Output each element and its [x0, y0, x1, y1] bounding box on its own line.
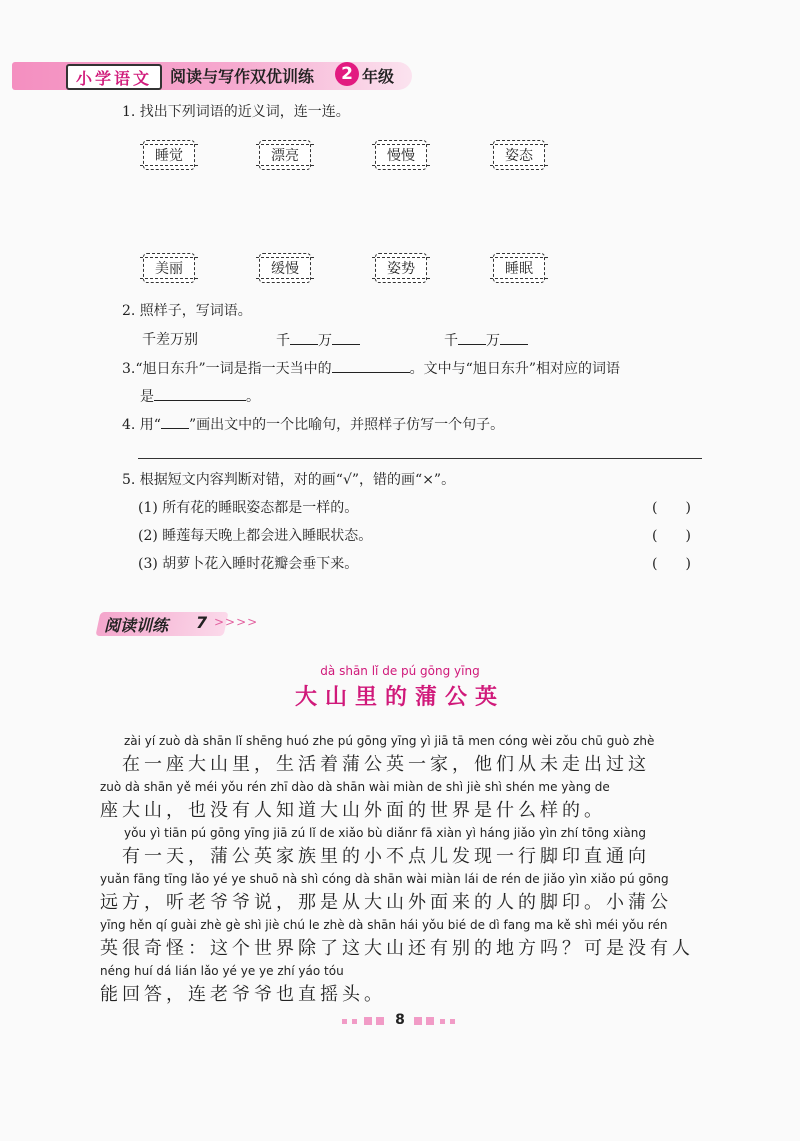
- word-box-top-3[interactable]: [375, 140, 427, 170]
- q5-prompt: 5. 根据短文内容判断对错，对的画“√”，错的画“×”。: [122, 472, 456, 488]
- word-box-bottom-2[interactable]: [259, 253, 311, 283]
- q3-text: 。: [246, 389, 260, 405]
- q4-text: 4. 用“: [122, 417, 161, 433]
- answer-paren-2[interactable]: ( ): [652, 528, 691, 544]
- word: 慢慢: [387, 148, 415, 164]
- q3-blank-2[interactable]: [154, 386, 246, 401]
- pattern-char: 千: [444, 333, 458, 349]
- story-text-line: 英很奇怪：这个世界除了这大山还有别的地方吗？可是没有人: [100, 938, 694, 959]
- page-number: 8: [395, 1012, 405, 1028]
- word-box-bottom-1[interactable]: [143, 253, 195, 283]
- q2-example: 千差万别: [142, 332, 198, 348]
- q5-item-1: (1) 所有花的睡眠姿态都是一样的。: [138, 500, 359, 516]
- grade-label: 年级: [362, 67, 395, 86]
- q2-prompt: 2. 照样子，写词语。: [122, 303, 252, 319]
- q3-text: 3.“旭日东升”一词是指一天当中的: [122, 361, 332, 377]
- story-pinyin-line: yīng hěn qí guài zhè gè shì jiè chú le zhè dà shān hái yǒu bié de dì fang ma kě shì méi yǒu rén: [100, 918, 668, 932]
- q2-fill-1[interactable]: [276, 330, 360, 351]
- word: 睡眠: [505, 261, 533, 277]
- blank[interactable]: [332, 330, 360, 345]
- word-box-top-2[interactable]: [259, 140, 311, 170]
- word: 美丽: [155, 261, 183, 277]
- answer-paren-3[interactable]: ( ): [652, 556, 691, 572]
- grade-number-badge: 2: [335, 62, 359, 86]
- pattern-char: 万: [318, 333, 332, 349]
- story-pinyin-line: néng huí dá lián lǎo yé ye ye zhí yáo tóu: [100, 964, 344, 978]
- section-arrows: >>>>: [214, 615, 259, 629]
- word-box-top-4[interactable]: [493, 140, 545, 170]
- q3-text: 是: [140, 389, 154, 405]
- series-title: 小学语文: [66, 64, 162, 90]
- story-text-line: 在一座大山里，生活着蒲公英一家，他们从未走出过这: [100, 754, 650, 775]
- story-pinyin-line: zài yí zuò dà shān lǐ shēng huó zhe pú gōng yīng yì jiā tā men cóng wèi zǒu chū guò zhè: [124, 734, 655, 748]
- story-text-line: 有一天，蒲公英家族里的小不点儿发现一行脚印直通向: [100, 846, 650, 867]
- blank[interactable]: [290, 330, 318, 345]
- q4-answer-line[interactable]: [138, 458, 702, 459]
- word: 姿势: [387, 261, 415, 277]
- section-label: 阅读训练: [104, 616, 169, 635]
- story-title-pinyin: dà shān lǐ de pú gōng yīng: [320, 664, 480, 678]
- pattern-char: 万: [486, 333, 500, 349]
- story-text-line: 座大山，也没有人知道大山外面的世界是什么样的。: [100, 800, 606, 821]
- pattern-char: 千: [276, 333, 290, 349]
- word-box-top-1[interactable]: [143, 140, 195, 170]
- story-text-line: 远方，听老爷爷说，那是从大山外面来的人的脚印。小蒲公: [100, 892, 672, 913]
- q2-fill-2[interactable]: [444, 330, 528, 351]
- word: 漂亮: [271, 148, 299, 164]
- blank[interactable]: [458, 330, 486, 345]
- word-box-bottom-4[interactable]: [493, 253, 545, 283]
- book-title: 阅读与写作双优训练: [170, 67, 315, 86]
- story-title: 大山里的蒲公英: [294, 685, 505, 710]
- story-pinyin-line: yuǎn fāng tīng lǎo yé ye shuō nà shì cóng dà shān wài miàn lái de rén de jiǎo yìn xiǎo pú gōng: [100, 872, 669, 886]
- q4-text: ”画出文中的一个比喻句，并照样子仿写一个句子。: [188, 417, 505, 433]
- q3-line-2: [140, 386, 260, 407]
- story-text-line: 能回答，连老爷爷也直摇头。: [100, 984, 386, 1005]
- answer-paren-1[interactable]: ( ): [652, 500, 691, 516]
- word: 睡觉: [155, 148, 183, 164]
- q4-sample-line: [161, 414, 189, 429]
- q5-item-3: (3) 胡萝卜花入睡时花瓣会垂下来。: [138, 556, 359, 572]
- q4-prompt: [122, 414, 504, 435]
- story-pinyin-line: zuò dà shān yě méi yǒu rén zhī dào dà shān wài miàn de shì jiè shì shén me yàng de: [100, 780, 610, 794]
- section-number: 7: [196, 613, 208, 632]
- q1-prompt: 1. 找出下列词语的近义词，连一连。: [122, 104, 350, 120]
- q3-text: 。文中与“旭日东升”相对应的词语: [409, 361, 620, 377]
- story-pinyin-line: yǒu yì tiān pú gōng yīng jiā zú lǐ de xiǎo bù diǎnr fā xiàn yì háng jiǎo yìn zhí tōng xiàng: [124, 826, 646, 840]
- word: 姿态: [505, 148, 533, 164]
- q5-item-2: (2) 睡莲每天晚上都会进入睡眠状态。: [138, 528, 373, 544]
- word: 缓慢: [271, 261, 299, 277]
- q3-blank-1[interactable]: [332, 358, 410, 373]
- q3-line-1: [122, 358, 620, 379]
- word-box-bottom-3[interactable]: [375, 253, 427, 283]
- blank[interactable]: [500, 330, 528, 345]
